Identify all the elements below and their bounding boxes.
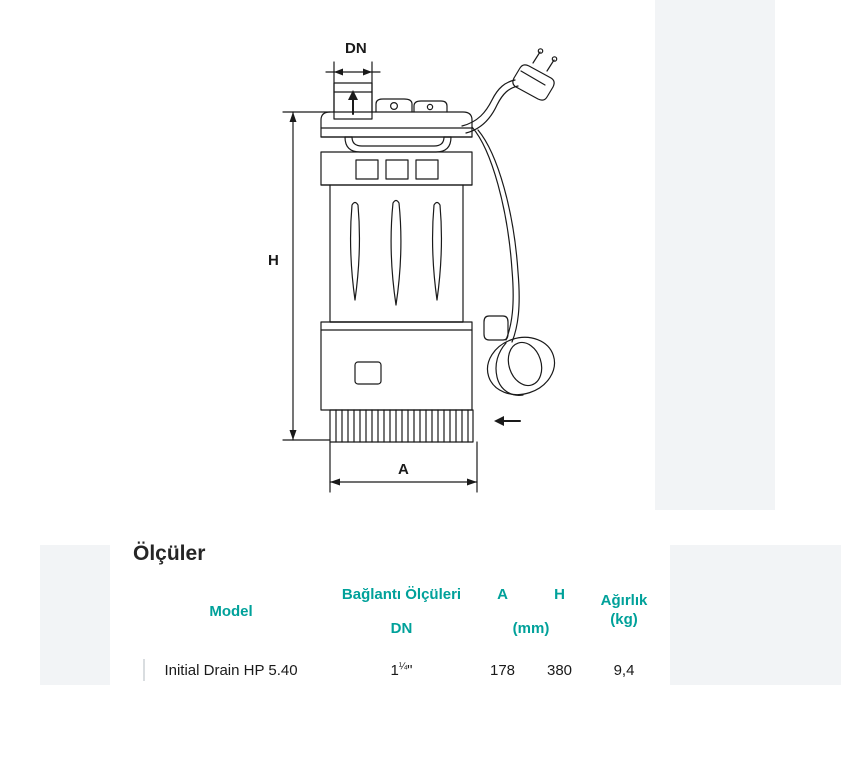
motor-upper-body — [321, 152, 472, 185]
column-subheader-dn: DN — [390, 619, 413, 637]
inlet-flow-arrow — [494, 416, 520, 426]
h-dimension-lines — [283, 112, 330, 440]
dn-fraction: ¼ — [398, 661, 408, 672]
pump-top-housing — [321, 99, 472, 137]
dn-dimension-label: DN — [345, 40, 367, 57]
float-switch — [472, 127, 562, 403]
table-row — [133, 645, 660, 695]
cell-dn — [329, 645, 474, 695]
table-header-row-1 — [133, 577, 660, 611]
column-header-connection-group: Bağlantı Ölçüleri — [341, 585, 462, 603]
cell-a: 178 — [489, 661, 516, 679]
column-header-model: Model — [209, 602, 253, 620]
h-dimension-label: H — [268, 252, 279, 269]
dn-whole: 1 — [390, 662, 399, 679]
column-header-h: H — [554, 585, 565, 603]
weight-label-line2: (kg) — [610, 611, 638, 628]
column-header-weight — [588, 577, 660, 645]
suction-strainer-cage — [330, 185, 463, 322]
dimensions-section — [0, 520, 841, 782]
discharge-outlet — [334, 83, 372, 119]
dn-unit: " — [407, 662, 413, 679]
dimensions-table — [133, 577, 660, 695]
carry-handle — [345, 137, 451, 152]
cell-model: Initial Drain HP 5.40 — [133, 645, 329, 695]
column-subheader-unit: (mm) — [512, 619, 550, 637]
column-header-a: A — [497, 585, 508, 603]
section-title: Ölçüler — [133, 542, 206, 565]
pump-mid-body — [321, 322, 472, 410]
pump-ribbed-base — [330, 410, 473, 442]
weight-label-line1: Ağırlık — [600, 592, 648, 610]
power-cable-and-plug — [462, 49, 557, 133]
cell-weight: 9,4 — [613, 661, 635, 679]
cell-h: 380 — [546, 661, 573, 679]
a-dimension-label: A — [398, 461, 409, 478]
